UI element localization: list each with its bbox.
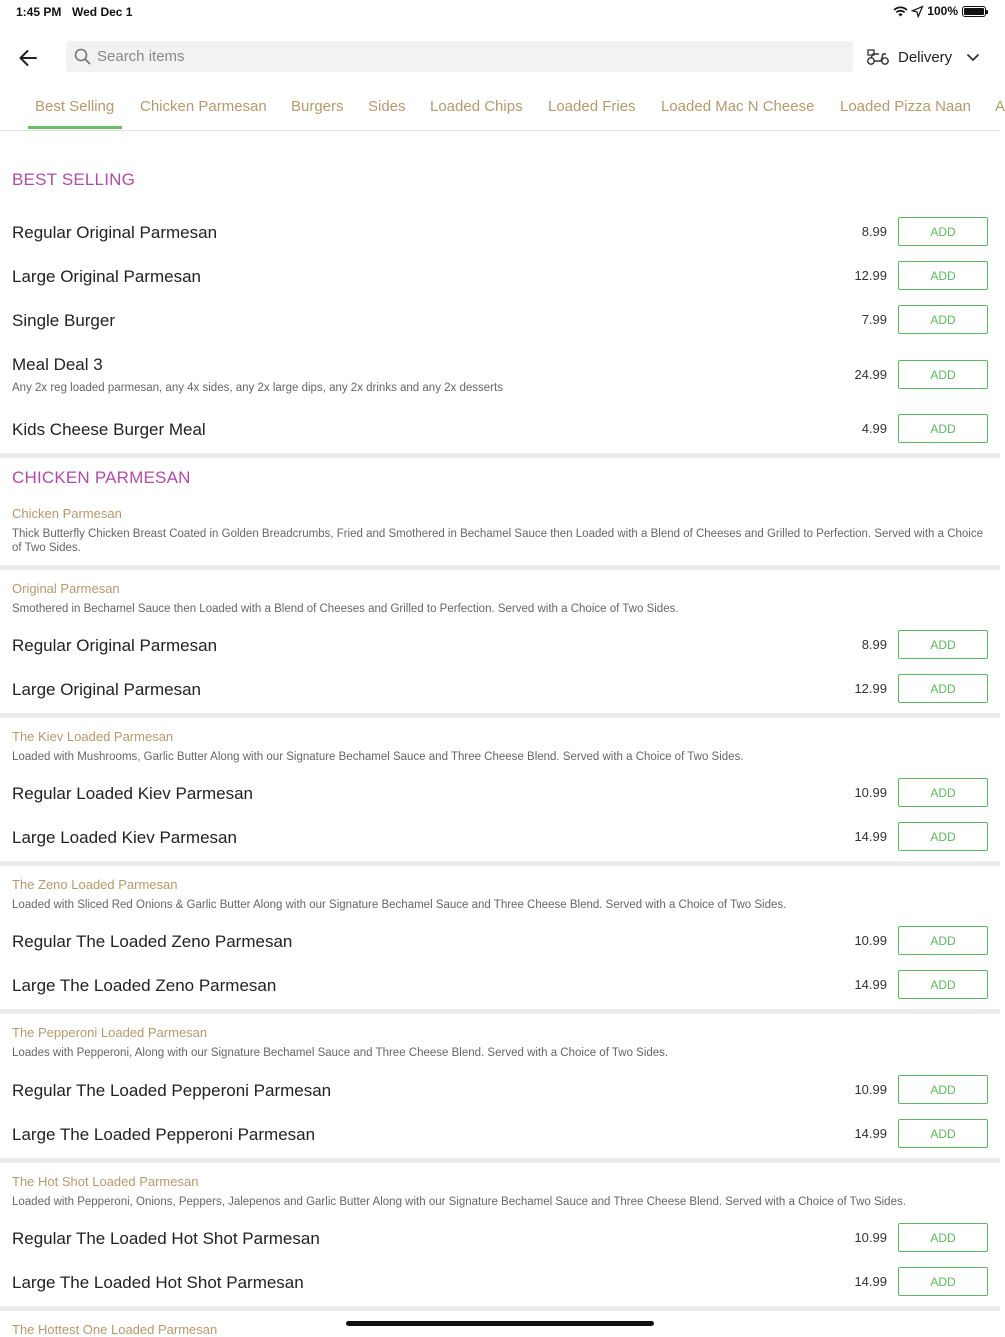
add-button[interactable]: ADD [898, 1223, 988, 1252]
delivery-label: Delivery [898, 48, 953, 66]
menu-group-description: Loaded with Sliced Red Onions & Garlic Butter Along with our Signature Bechamel Sauce and Three Cheese Blend. Served with a Choice of Two Sides. [12, 899, 787, 911]
status-date: Wed Dec 1 [72, 5, 133, 19]
menu-group-name: The Hottest One Loaded Parmesan [12, 1322, 218, 1337]
menu-item-price: 14.99 [854, 977, 887, 992]
group-divider [0, 1158, 1000, 1163]
menu-item-price: 14.99 [854, 1126, 887, 1141]
add-button[interactable]: ADD [898, 970, 988, 999]
tab-loaded-chips[interactable]: Loaded Chips [430, 98, 523, 115]
tab-best-selling[interactable]: Best Selling [35, 98, 115, 115]
search-bar[interactable] [66, 41, 853, 72]
add-button[interactable]: ADD [898, 1267, 988, 1296]
add-button[interactable]: ADD [898, 778, 988, 807]
group-divider [0, 713, 1000, 718]
menu-item-name: Large The Loaded Zeno Parmesan [12, 976, 277, 995]
menu-item-name: Regular The Loaded Hot Shot Parmesan [12, 1229, 320, 1248]
menu-item-name: Kids Cheese Burger Meal [12, 420, 206, 439]
group-divider [0, 1306, 1000, 1311]
battery-percent: 100% [927, 4, 958, 18]
wifi-icon [893, 6, 908, 17]
menu-item-name: Regular Loaded Kiev Parmesan [12, 784, 253, 803]
menu-group-description: Smothered in Bechamel Sauce then Loaded with a Blend of Cheeses and Grilled to Perfection. Served with a Choice of Two Sides. [12, 603, 679, 615]
menu-group-name: The Pepperoni Loaded Parmesan [12, 1025, 208, 1040]
section-title-chicken-parmesan: CHICKEN PARMESAN [12, 468, 191, 487]
menu-group-description: Loades with Pepperoni, Along with our Signature Bechamel Sauce and Three Cheese Blend. Served with a Choice of Two Sides. [12, 1047, 669, 1059]
add-button[interactable]: ADD [898, 822, 988, 851]
menu-group-description: Loaded with Mushrooms, Garlic Butter Along with our Signature Bechamel Sauce and Three Cheese Blend. Served with a Choice of Two Sides. [12, 751, 744, 763]
category-tabs [0, 86, 1005, 131]
menu-item-price: 10.99 [854, 1230, 887, 1245]
menu-item-price: 14.99 [854, 829, 887, 844]
menu-item-price: 4.99 [861, 421, 887, 436]
tab-sides[interactable]: Sides [368, 98, 406, 115]
menu-item-name: Regular The Loaded Zeno Parmesan [12, 932, 293, 951]
active-tab-indicator [28, 126, 122, 129]
search-input[interactable] [97, 48, 797, 65]
menu-item-name: Single Burger [12, 311, 116, 330]
add-button[interactable]: ADD [898, 630, 988, 659]
menu-item-price: 10.99 [854, 785, 887, 800]
menu-item-name: Regular Original Parmesan [12, 636, 218, 655]
menu-item-price: 8.99 [861, 224, 887, 239]
add-button[interactable]: ADD [898, 305, 988, 334]
add-button[interactable]: ADD [898, 674, 988, 703]
battery-icon [962, 6, 986, 17]
add-button[interactable]: ADD [898, 414, 988, 443]
add-button[interactable]: ADD [898, 261, 988, 290]
menu-group-name: Chicken Parmesan [12, 506, 122, 521]
menu-group-name: Original Parmesan [12, 581, 120, 596]
menu-item-name: Large Original Parmesan [12, 267, 201, 286]
menu-item-name: Meal Deal 3 [12, 355, 103, 374]
group-divider [0, 565, 1000, 570]
add-button[interactable]: ADD [898, 1075, 988, 1104]
status-bar [0, 0, 1000, 24]
delivery-selector[interactable] [866, 44, 980, 70]
menu-group-name: The Kiev Loaded Parmesan [12, 729, 174, 744]
menu-item-name: Large Loaded Kiev Parmesan [12, 828, 237, 847]
section-title-best-selling: BEST SELLING [12, 170, 136, 189]
tab-overflow[interactable]: A [995, 98, 1005, 115]
menu-item-description: Any 2x reg loaded parmesan, any 4x sides, any 2x large dips, any 2x drinks and any 2x desserts [12, 382, 503, 394]
tab-loaded-pizza-naan[interactable]: Loaded Pizza Naan [840, 98, 971, 115]
menu-group-name: The Zeno Loaded Parmesan [12, 877, 178, 892]
status-time: 1:45 PM [16, 5, 62, 19]
tab-loaded-mac-n-cheese[interactable]: Loaded Mac N Cheese [661, 98, 815, 115]
menu-item-price: 10.99 [854, 933, 887, 948]
add-button[interactable]: ADD [898, 926, 988, 955]
menu-item-name: Large Original Parmesan [12, 680, 201, 699]
chevron-down-icon [966, 53, 980, 62]
menu-item-price: 14.99 [854, 1274, 887, 1289]
menu-item-price: 10.99 [854, 1082, 887, 1097]
menu-item-price: 12.99 [854, 268, 887, 283]
tab-burgers[interactable]: Burgers [291, 98, 344, 115]
header [0, 36, 1000, 78]
menu-item-name: Regular The Loaded Pepperoni Parmesan [12, 1081, 332, 1100]
back-arrow-icon [18, 49, 38, 67]
scooter-icon [866, 48, 890, 66]
tab-chicken-parmesan[interactable]: Chicken Parmesan [140, 98, 267, 115]
menu-item-price: 8.99 [861, 637, 887, 652]
group-divider [0, 1009, 1000, 1014]
add-button[interactable]: ADD [898, 1119, 988, 1148]
menu-group-description: Loaded with Pepperoni, Onions, Peppers, Jalepenos and Garlic Butter Along with our Signature Bechamel Sauce and Three Cheese Blend. Served with a Choice of Two Sides. [12, 1196, 906, 1208]
tab-loaded-fries[interactable]: Loaded Fries [548, 98, 636, 115]
home-indicator [346, 1321, 654, 1326]
status-indicators [893, 4, 986, 18]
menu-item-price: 12.99 [854, 681, 887, 696]
menu-item-price: 7.99 [861, 312, 887, 327]
add-button[interactable]: ADD [898, 360, 988, 389]
menu-group-name: The Hot Shot Loaded Parmesan [12, 1174, 199, 1189]
menu-item-price: 24.99 [854, 367, 887, 382]
menu-group-description: Thick Butterfly Chicken Breast Coated in Golden Breadcrumbs, Fried and Smothered in Bechamel Sauce then Loaded with a Blend of Cheeses and Grilled to Perfection. Served with a Choice of Two Sides. [12, 528, 983, 554]
menu-item-name: Large The Loaded Pepperoni Parmesan [12, 1125, 316, 1144]
back-button[interactable] [12, 42, 44, 74]
search-icon [74, 48, 91, 65]
add-button[interactable]: ADD [898, 217, 988, 246]
location-arrow-icon [912, 6, 923, 17]
group-divider [0, 861, 1000, 866]
section-divider [0, 453, 1000, 458]
menu-item-name: Large The Loaded Hot Shot Parmesan [12, 1273, 304, 1292]
menu-item-name: Regular Original Parmesan [12, 223, 218, 242]
